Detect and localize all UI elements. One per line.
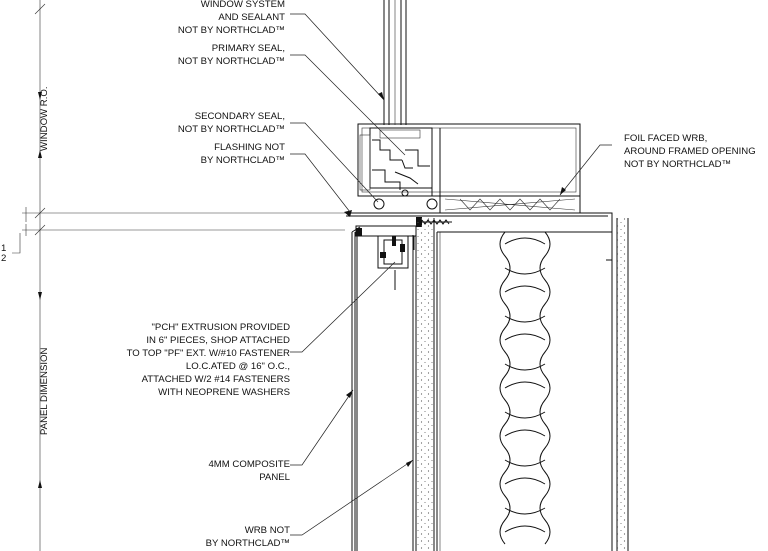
- svg-text:LO.C.ATED @ 16" O.C.,: LO.C.ATED @ 16" O.C.,: [185, 361, 290, 372]
- svg-text:PANEL: PANEL: [259, 472, 290, 483]
- window-ro-label: WINDOW R.O.: [39, 86, 50, 151]
- batt-insulation: [500, 232, 550, 544]
- fraction-numerator: 1: [1, 243, 7, 254]
- svg-text:FOIL FACED WRB,: FOIL FACED WRB,: [624, 133, 708, 144]
- leader-lines: [290, 14, 612, 535]
- pch-extrusion: [356, 226, 416, 290]
- dimension-lines: [12, 0, 355, 551]
- note-pch-extrusion: [127, 322, 290, 398]
- window-system: [358, 0, 580, 209]
- note-wrb-not: [206, 525, 291, 549]
- svg-text:NOT BY NORTHCLAD™: NOT BY NORTHCLAD™: [177, 56, 285, 67]
- note-flashing: [201, 142, 286, 166]
- svg-text:AND SEALANT: AND SEALANT: [218, 12, 285, 23]
- fraction-denominator: 2: [1, 253, 7, 264]
- svg-text:NOT BY NORTHCLAD™: NOT BY NORTHCLAD™: [177, 25, 285, 36]
- interior-drywall: [606, 218, 628, 551]
- svg-text:IN 6" PIECES, SHOP ATTACHED: IN 6" PIECES, SHOP ATTACHED: [146, 335, 290, 346]
- svg-text:AROUND FRAMED OPENING: AROUND FRAMED OPENING: [624, 146, 756, 157]
- svg-text:NOT BY NORTHCLAD™: NOT BY NORTHCLAD™: [177, 124, 285, 135]
- svg-text:FLASHING NOT: FLASHING NOT: [214, 142, 285, 153]
- svg-text:ATTACHED W/2 #14 FASTENERS: ATTACHED W/2 #14 FASTENERS: [141, 374, 290, 385]
- svg-text:WINDOW SYSTEM: WINDOW SYSTEM: [200, 0, 285, 10]
- note-primary-seal: [178, 43, 285, 67]
- svg-text:BY NORTHCLAD™: BY NORTHCLAD™: [200, 155, 285, 166]
- svg-text:TO TOP "PF" EXT. W/#10 FASTENE: TO TOP "PF" EXT. W/#10 FASTENER: [126, 348, 290, 359]
- note-composite-panel: [208, 459, 290, 483]
- svg-text:"PCH" EXTRUSION PROVIDED: "PCH" EXTRUSION PROVIDED: [151, 322, 290, 333]
- svg-text:SECONDARY SEAL,: SECONDARY SEAL,: [194, 111, 285, 122]
- svg-text:PRIMARY SEAL,: PRIMARY SEAL,: [211, 43, 285, 54]
- note-foil-wrb: [624, 133, 756, 170]
- svg-text:WITH NEOPRENE WASHERS: WITH NEOPRENE WASHERS: [158, 387, 290, 398]
- svg-text:4MM COMPOSITE: 4MM COMPOSITE: [208, 459, 290, 470]
- svg-text:NOT BY NORTHCLAD™: NOT BY NORTHCLAD™: [624, 159, 732, 170]
- note-secondary-seal: [178, 111, 285, 135]
- flashing: [344, 210, 612, 218]
- panel-dimension-label: PANEL DIMENSION: [39, 347, 50, 435]
- svg-text:BY NORTHCLAD™: BY NORTHCLAD™: [205, 538, 290, 549]
- note-window-system: [178, 0, 285, 36]
- svg-text:WRB NOT: WRB NOT: [244, 525, 290, 536]
- composite-panel: [352, 227, 360, 551]
- backer-insulation: [440, 196, 580, 213]
